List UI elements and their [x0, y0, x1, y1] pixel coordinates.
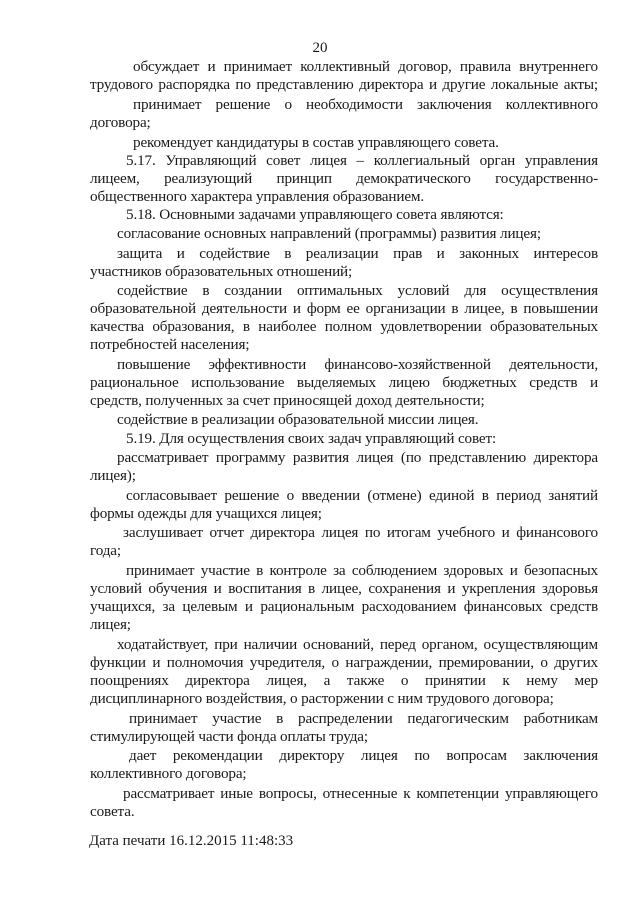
text-line: 5.19. Для осуществления своих задач управляющий совет:	[126, 430, 497, 447]
text-line: принимает участие в распределении педагогическим работникам	[129, 710, 598, 727]
text-line: лицея;	[90, 616, 131, 633]
text-line: лицеем, реализующий принцип демократического государственно-	[90, 170, 598, 187]
text-line: дисциплинарного воздействия, о расторжении с ним трудового договора;	[90, 690, 554, 707]
text-line: защита и содействие в реализации прав и законных интересов	[117, 245, 598, 262]
text-line: года;	[90, 542, 121, 559]
text-line: договора;	[90, 114, 151, 131]
text-line: учащихся, за целевым и рациональным расходованием финансовых средств	[90, 598, 598, 615]
text-line: качества образования, в наиболее полном удовлетворении образовательных	[90, 318, 598, 335]
text-line: 5.17. Управляющий совет лицея – коллегиальный орган управления	[126, 152, 598, 169]
text-line: рассматривает программу развития лицея (по представлению директора	[117, 449, 598, 466]
text-line: потребностей населения;	[90, 336, 250, 353]
text-line: стимулирующей части фонда оплаты труда;	[90, 728, 368, 745]
text-line: согласование основных направлений (программы) развития лицея;	[117, 225, 541, 242]
text-line: содействие в реализации образовательной миссии лицея.	[117, 411, 479, 428]
text-line: поощрениях директора лицея, а также о принятии к нему мер	[90, 672, 598, 689]
text-line: участников образовательных отношений;	[90, 263, 353, 280]
text-line: средств, полученных за счет приносящей доход деятельности;	[90, 392, 485, 409]
text-line: ходатайствует, при наличии оснований, перед органом, осуществляющим	[117, 636, 598, 653]
text-line: формы одежды для учащихся лицея;	[90, 505, 322, 522]
text-line: коллективного договора;	[90, 765, 247, 782]
text-line: обсуждает и принимает коллективный договор, правила внутреннего	[133, 58, 598, 75]
text-line: согласовывает решение о введении (отмене) единой в период занятий	[126, 487, 598, 504]
text-line: повышение эффективности финансово-хозяйственной деятельности,	[117, 356, 598, 373]
text-line: общественного характера управления образованием.	[90, 188, 425, 205]
page-number: 20	[312, 40, 328, 56]
text-line: заслушивает отчет директора лицея по итогам учебного и финансового	[123, 524, 598, 541]
text-line: принимает участие в контроле за соблюдением здоровых и безопасных	[126, 562, 598, 579]
text-line: функции и полномочия учредителя, о награждении, премировании, о других	[90, 654, 598, 671]
text-line: рассматривает иные вопросы, отнесенные к компетенции управляющего	[123, 785, 598, 802]
print-date-footer: Дата печати 16.12.2015 11:48:33	[89, 833, 294, 849]
text-line: совета.	[90, 803, 135, 820]
text-line: рекомендует кандидатуры в состав управляющего совета.	[133, 134, 499, 151]
text-line: лицея);	[90, 467, 136, 484]
text-line: трудового распорядка по представлению директора и другие локальные акты;	[90, 76, 598, 93]
text-line: 5.18. Основными задачами управляющего совета являются:	[126, 206, 504, 223]
text-line: рациональное использование выделяемых лицею бюджетных средств и	[90, 374, 598, 391]
text-line: условий обучения и воспитания в лицее, сохранения и укрепления здоровья	[90, 580, 598, 597]
text-line: дает рекомендации директору лицея по вопросам заключения	[129, 747, 598, 764]
text-line: принимает решение о необходимости заключения коллективного	[133, 96, 598, 113]
text-line: образовательной деятельности и форм ее организации в лицее, в повышении	[90, 300, 598, 317]
text-line: содействие в создании оптимальных условий для осуществления	[117, 282, 598, 299]
